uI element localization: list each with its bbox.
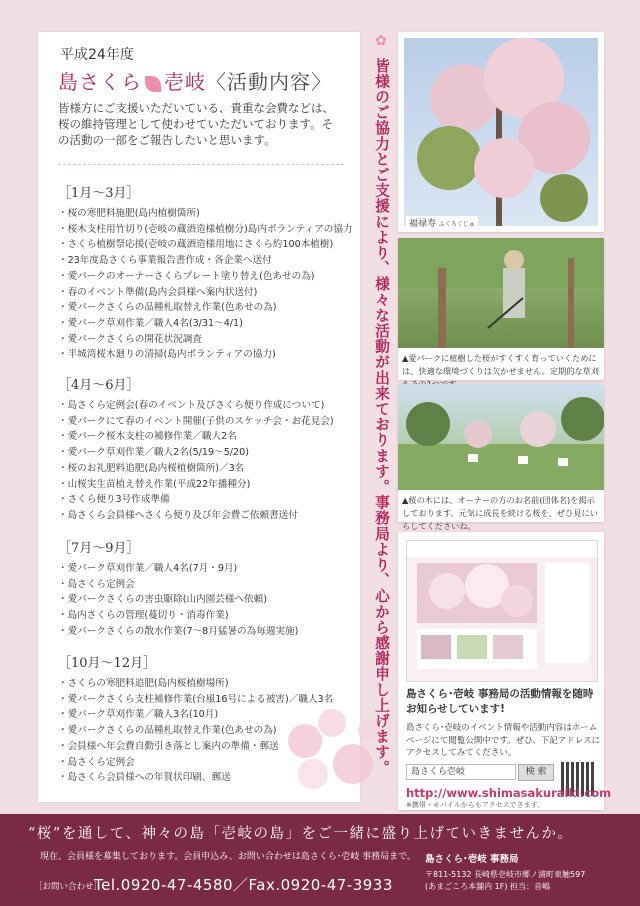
list-item: ・さくら植樹祭応援(壱岐の蔵酒造様用地にさくら約100本植樹) [58, 239, 334, 251]
photo-card-fukurokuju [398, 32, 604, 232]
mobile-note: ※携帯・モバイルからもアクセスできます。 [406, 801, 545, 809]
office-info [425, 854, 625, 893]
list-item: ・愛パークさくら支柱補修作業(台風16号による被害)／職人3名 [58, 693, 334, 705]
list-item: ・桜木支柱用竹切り(壱岐の蔵酒造様植樹分)島内ボランティアの協力 [58, 223, 353, 235]
list-item: ・愛パークのオーナーさくらプレート塗り替え(色あせの為) [58, 270, 315, 282]
office-address: 〒811-5132 長崎県壱岐市郷ノ浦町東触597 [425, 870, 586, 879]
list-item: ・23年度島さくら事業報告書作成・各企業へ送付 [58, 255, 272, 267]
divider [58, 164, 344, 165]
list-item: ・会員様へ年会費自動引き落とし案内の準備・郵送 [58, 740, 279, 752]
list-item: ・島さくら定例会(春のイベント及びさくら便り作成について) [58, 400, 325, 411]
list-item: ・愛パークにて春のイベント開催(子供のスケッチ会・お花見会) [58, 415, 334, 427]
list-item: ・島さくら会員様へさくら便り及び年会費ご依頼書送付 [58, 509, 298, 521]
list-item: ・山桜実生苗植え替え作業(平成22年播種分) [58, 478, 251, 490]
section-heading: ［1月〜3月］ [58, 186, 140, 201]
list-item: ・さくらの寒肥料追肥(島内桜植樹場所) [58, 678, 229, 689]
contact-label: ［お問い合わせ］ [34, 882, 103, 892]
list-item: ・愛パークさくらの品種札取替え作業(色あせの為) [58, 302, 277, 314]
slogan: “桜”を通して、神々の島「壱岐の島」をご一緒に盛り上げていきませんか。 [28, 826, 574, 842]
list-item: ・愛パークさくらの品種札取替え作業(色あせの為) [58, 725, 277, 737]
nameplates-photo [398, 384, 604, 490]
website-description: 島さくら･壱岐のイベント情報や活動内容はホームページにて閲覧公開中です。ぜひ、下記アドレスにアクセスしてみてください。 [406, 723, 601, 758]
list-item: ・半城湾桜木廻りの清掃(島内ボランティアの協力) [58, 349, 276, 361]
footer [0, 814, 640, 906]
photo-label-text: 福禄寿 [409, 219, 437, 229]
section-q3 [58, 537, 358, 640]
section-list [58, 206, 358, 363]
mowing-photo [398, 238, 604, 348]
photo-card-mowing [398, 238, 604, 380]
section-heading: ［10月〜12月］ [58, 656, 157, 671]
section-heading: ［7月〜9月］ [58, 541, 140, 556]
section-heading: ［4月〜6月］ [58, 378, 140, 393]
list-item: ・島さくら定例会 [58, 578, 135, 590]
website-title: 島さくら･壱岐 事務局の活動情報を随時お知らせしています! [406, 688, 594, 715]
list-item: ・島内さくらの管理(蔓切り・消毒作業) [58, 610, 229, 622]
intro-text: 皆様方にご支援いただいている、貴重な会費などは、桜の維持管理として使わせていただいております。その活動の一部をご報告したいと思います。 [58, 101, 334, 147]
thanks-message: 皆様のご協力とご支援により、様々な活動が出来ております。事務局より、心から感謝申し上げます。 [373, 58, 390, 776]
list-item: ・愛パークさくらの開花状況調査 [58, 333, 202, 345]
photo-label-reading: ふくろくじゅ [438, 221, 475, 228]
sakura-petal-icon [145, 76, 161, 92]
office-name: 島さくら･壱岐 事務局 [425, 854, 519, 865]
recruit-text: 現在、会員様を募集しております。会員申込み、お問い合わせは島さくら･壱岐 事務局まで。 [40, 852, 417, 862]
list-item: ・島さくら定例会 [58, 756, 135, 768]
nameplates-caption: ▲桜の木には、オーナーの方のお名前(団体名)を掲示しております。元気に成長を続ける桜を、ぜひ見にいらしてくださいね。 [402, 495, 598, 531]
website-card [398, 532, 612, 810]
list-item: ・さくら便り3号作成準備 [58, 494, 170, 506]
section-list [58, 561, 358, 640]
section-q2 [58, 374, 358, 524]
list-item: ・島さくら会員様への年賀状印刷、郵送 [58, 772, 231, 784]
page-title [58, 66, 332, 95]
list-item: ・愛パーク草刈作業／職人3名(10月) [58, 709, 219, 721]
list-item: ・愛パーク草刈作業／職人4名(7月・9月) [58, 563, 238, 574]
photo-card-nameplates [398, 384, 604, 531]
title-main: 島さくら [58, 70, 142, 94]
website-url-link[interactable]: http://www.shimasakuraiki.com [406, 786, 612, 800]
section-q1 [58, 182, 358, 363]
list-item: ・桜のお礼肥料追肥(島内桜植樹箇所)／3名 [58, 462, 245, 474]
list-item: ・愛パークさくらの害虫駆除(山内園芸様へ依頼) [58, 594, 267, 606]
list-item: ・愛パークさくらの散水作業(7〜8月猛暑の為毎週実施) [58, 625, 299, 637]
title-sub: 壱岐 [164, 70, 206, 94]
fukurokuju-photo [404, 38, 598, 226]
office-address-2: (あまごころ本舗内 1F) 担当：音嶋 [425, 882, 551, 891]
phone-fax[interactable]: Tel.0920-47-4580／Fax.0920-47-3933 [94, 876, 393, 894]
photo-label [406, 216, 478, 229]
activity-report-panel [38, 32, 360, 802]
search-input[interactable]: 島さくら壱岐 [406, 764, 516, 780]
mowing-caption: ▲愛パークに植樹した桜がすくすく育っていくためには、快適な環境づくりは欠かせません。定期的な草刈 [402, 353, 599, 376]
flower-mark-icon: ✿ [375, 33, 387, 49]
list-item: ・愛パーク草刈作業／職人4名(3/31〜4/1) [58, 317, 243, 329]
website-screenshot [406, 540, 598, 682]
title-paren: 〈活動内容〉 [206, 70, 332, 94]
search-button[interactable]: 検 索 [518, 764, 554, 781]
list-item: ・愛パーク桜木支柱の補修作業／職人2名 [58, 431, 237, 443]
fiscal-year: 平成24年度 [60, 47, 134, 63]
list-item: ・春のイベント準備(島内会員様へ案内状送付) [58, 286, 258, 298]
section-list [58, 398, 358, 524]
list-item: ・愛パーク草刈作業／職人2名(5/19〜5/20) [58, 447, 249, 459]
list-item: ・桜の寒肥料施肥(島内植樹箇所) [58, 208, 200, 219]
